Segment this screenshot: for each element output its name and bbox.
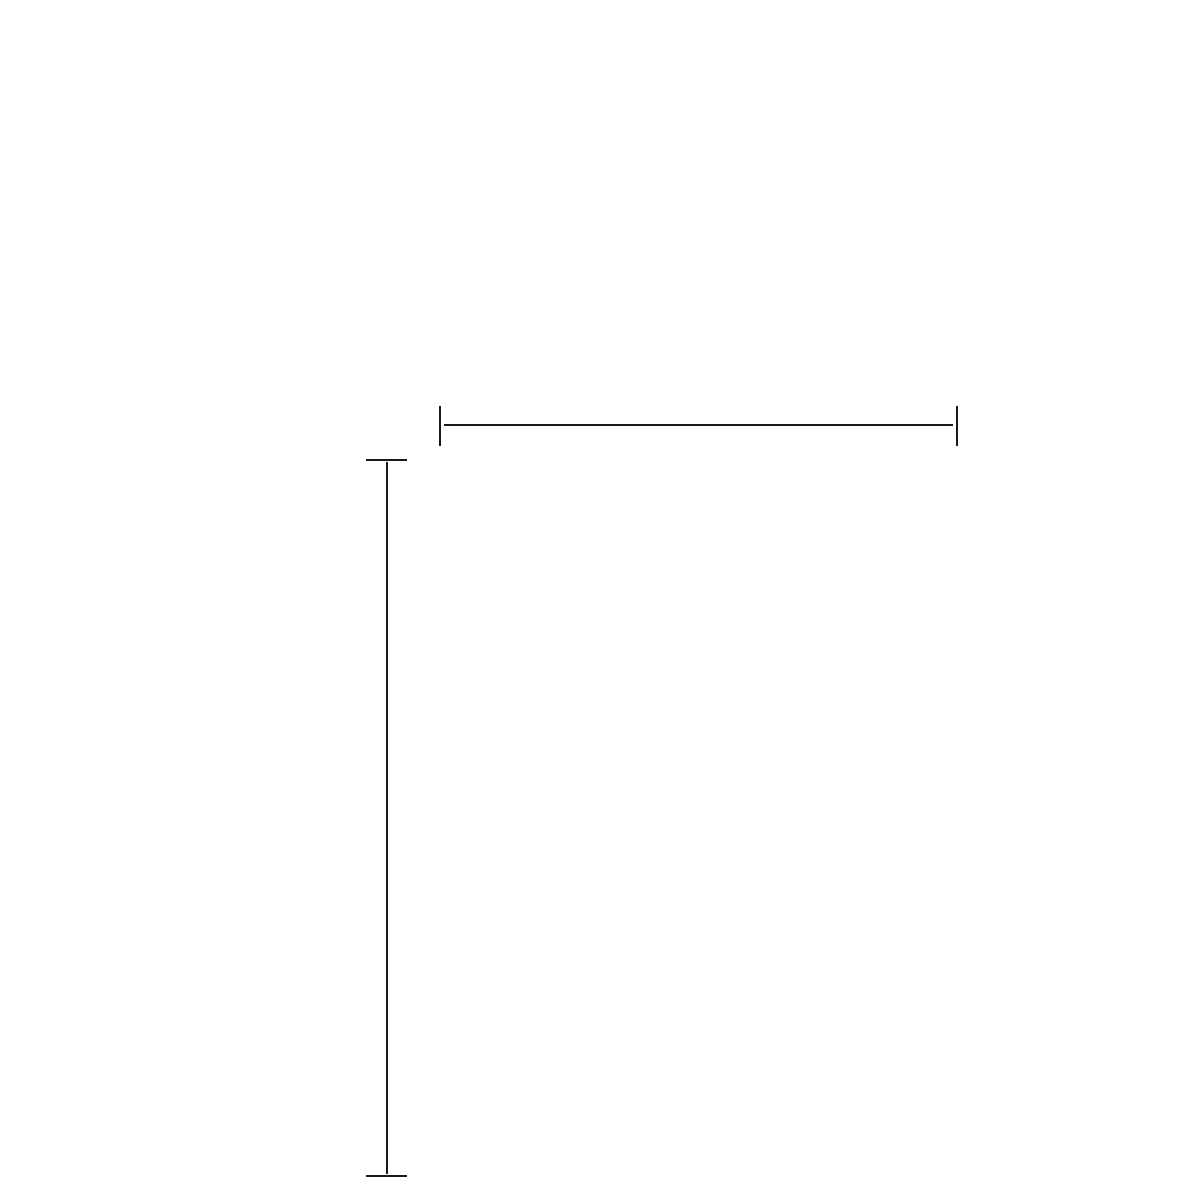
width-dimension	[440, 406, 957, 446]
height-dimension	[366, 460, 407, 1176]
